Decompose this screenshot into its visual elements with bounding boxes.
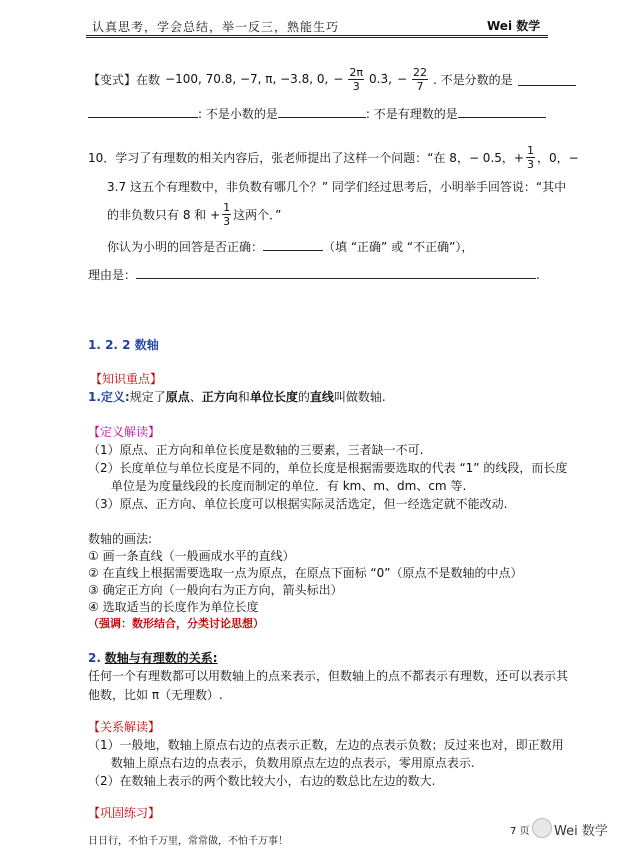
blank-reason[interactable]: [136, 266, 536, 279]
fraction-1-over-3: $\frac{1}{3}$: [526, 143, 534, 171]
blank-not-fraction[interactable]: [518, 73, 576, 86]
variant-numbers: −100, 70.8, −7, π, −3.8, 0,: [165, 72, 329, 86]
variant-line-2: [88, 105, 546, 122]
variant-not-rational: : 不是有理数的是: [365, 107, 458, 121]
def-label: 定义:: [100, 390, 130, 404]
blank-not-rational[interactable]: [458, 105, 546, 118]
footer-brand: Wei 数学: [554, 824, 608, 839]
header-rule: [86, 35, 548, 36]
footer-page-number: 7 页: [510, 826, 530, 837]
relation-reading-2: （2）在数轴上表示的两个数比较大小，右边的数总比左边的数大.: [88, 774, 436, 788]
def-end: 叫做数轴.: [333, 390, 386, 404]
q10-text-3a: 的非负数只有 8 和 +: [107, 207, 221, 222]
header-motto: 认真思考，学会总结，举一反三，熟能生巧: [92, 20, 340, 34]
q10-text-4b: （填 “正确” 或 “不正确”），: [323, 240, 474, 254]
definition-reading-1: （1）原点、正方向和单位长度是数轴的三要素，三者缺一不可.: [88, 443, 424, 457]
wechat-logo-icon: [532, 818, 552, 838]
relation-line-2: 他数，比如 π（无理数）.: [88, 688, 223, 702]
q10-text-1: 10．学习了有理数的相关内容后，张老师提出了这样一个问题：“在 8，− 0.5，+: [88, 150, 524, 165]
q10-line-3: [107, 199, 281, 229]
drawing-step-3: ③ 确定正方向（一般向右为正方向，箭头标出）: [88, 583, 343, 597]
drawing-step-1: ① 画一条直线（一般画成水平的直线）: [88, 549, 295, 563]
blank-correct[interactable]: [263, 238, 323, 251]
def-line: 直线: [309, 390, 334, 404]
footer-motto: 日日行，不怕千万里，常常做，不怕千万事！: [88, 836, 288, 847]
relation-number: 2.: [88, 651, 101, 665]
emphasis-note: （强调：数形结合，分类讨论思想）: [88, 617, 264, 630]
def-direction: 正方向: [201, 390, 238, 404]
relation-reading-tag: 【关系解读】: [88, 720, 161, 734]
blank-not-fraction-cont[interactable]: [88, 105, 198, 118]
q10-line-1: [88, 140, 579, 174]
fraction-1-over-3-b: $\frac{1}{3}$: [223, 200, 231, 228]
q10-line-2: 3.7 这五个有理数中，非负数有哪几个？” 同学们经过思考后，小明举手回答说：“其中: [107, 180, 567, 194]
definition-line: [88, 388, 386, 405]
section-title: 1. 2. 2 数轴: [88, 338, 159, 352]
variant-tail: . 不是分数的是: [433, 72, 513, 87]
knowledge-tag: 【知识重点】: [90, 372, 163, 386]
q10-text-3b: 这两个．”: [233, 207, 282, 222]
blank-not-decimal[interactable]: [278, 105, 366, 118]
variant-frac1-sign: −: [333, 72, 344, 86]
q10-text-4a: 你认为小明的回答是否正确：: [107, 240, 264, 254]
relation-title: 数轴与有理数的关系:: [104, 651, 218, 665]
relation-line-1: 任何一个有理数都可以用数轴上的点来表示，但数轴上的点不都表示有理数，还可以表示其: [88, 669, 569, 683]
variant-line-1: [88, 62, 576, 96]
q10-text-1-tail: ，0，−: [536, 150, 579, 165]
def-origin: 原点: [165, 390, 190, 404]
practice-tag: 【巩固练习】: [88, 806, 161, 820]
relation-reading-1: （1）一般地，数轴上原点右边的点表示正数，左边的点表示负数；反过来也对，即正数用: [88, 738, 564, 752]
q10-reason-dot: .: [536, 268, 540, 282]
definition-reading-tag: 【定义解读】: [88, 425, 161, 439]
variant-repeating-decimal: 0.3̇,: [369, 72, 392, 86]
def-sep-3: 的: [297, 390, 310, 404]
variant-not-decimal: : 不是小数的是: [198, 107, 278, 121]
def-number: 1.: [88, 390, 101, 404]
q10-reason-label: 理由是：: [88, 268, 137, 282]
drawing-step-4: ④ 选取适当的长度作为单位长度: [88, 600, 259, 614]
q10-line-5: [88, 266, 540, 283]
fraction-2pi-over-3: $\frac{2\pi}{3}$: [349, 65, 364, 93]
variant-frac2-sign: −: [396, 72, 407, 86]
relation-reading-1b: 数轴上原点右边的点表示，负数用原点左边的点表示，零用原点表示.: [88, 756, 475, 770]
q10-line-4: [107, 238, 473, 255]
header-brand: Wei 数学: [487, 19, 541, 33]
def-text: 规定了: [129, 390, 166, 404]
definition-reading-3: （3）原点、正方向、单位长度可以根据实际灵活选定，但一经选定就不能改动.: [88, 497, 508, 511]
fraction-22-over-7: $\frac{22}{7}$: [413, 65, 427, 93]
definition-reading-2: （2）长度单位与单位长度是不同的，单位长度是根据需要选取的代表 “1” 的线段，而长度: [88, 461, 568, 475]
variant-prefix: 【变式】在数: [88, 72, 161, 87]
drawing-title: 数轴的画法:: [88, 532, 153, 546]
definition-reading-2b: 单位是为度量线段的长度而制定的单位．有 km、m、dm、cm 等.: [88, 479, 467, 493]
relation-heading: [88, 649, 218, 666]
def-unit: 单位长度: [249, 390, 298, 404]
drawing-step-2: ② 在直线上根据需要选取一点为原点，在原点下面标 “0”（原点不是数轴的中点）: [88, 566, 523, 580]
def-sep-2: 和: [237, 390, 250, 404]
def-sep-1: 、: [189, 390, 202, 404]
header-rule-2: [86, 37, 548, 38]
